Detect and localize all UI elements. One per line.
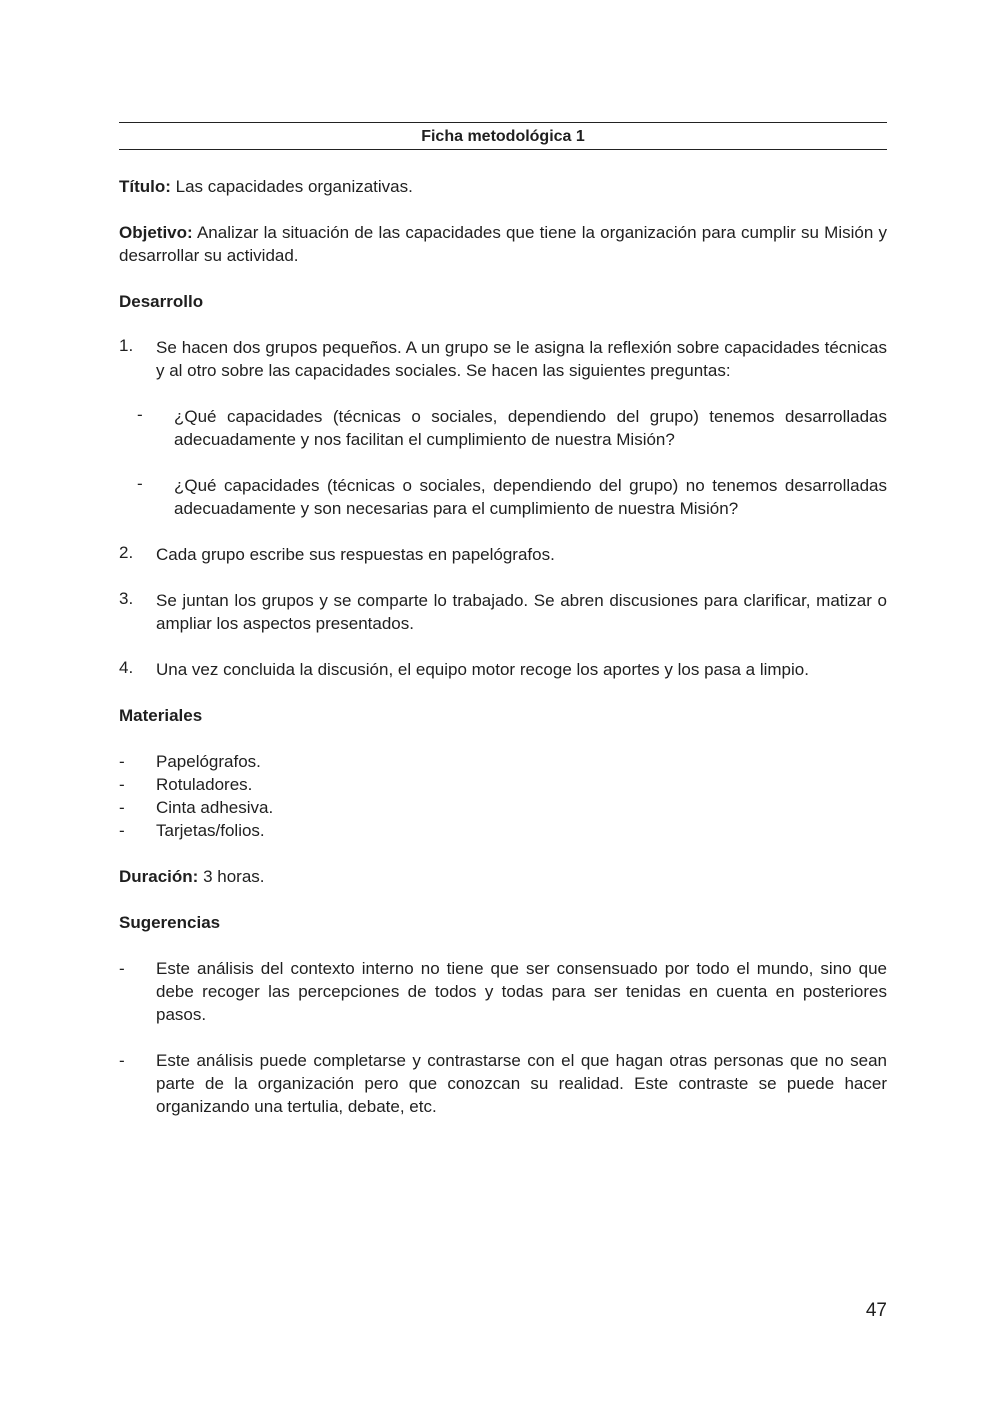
material-text: Tarjetas/folios.	[156, 821, 265, 840]
step-3	[119, 589, 887, 635]
page-content	[119, 175, 887, 1118]
material-item	[119, 750, 887, 773]
material-dash: -	[119, 775, 125, 794]
question-2	[119, 474, 887, 520]
suggestion-item	[119, 957, 887, 1026]
header-title: Ficha metodológica 1	[421, 128, 585, 145]
question-dash: -	[137, 474, 143, 493]
material-item	[119, 819, 887, 842]
step-text: Se hacen dos grupos pequeños. A un grupo se le asigna la reflexión sobre capacidades técnicas y al otro sobre las capacidades sociales. Se hacen las siguientes preguntas:	[156, 338, 887, 380]
step-number: 3.	[119, 589, 134, 608]
duracion-text: 3 horas.	[198, 867, 265, 886]
material-text: Cinta adhesiva.	[156, 798, 274, 817]
step-text: Cada grupo escribe sus respuestas en papelógrafos.	[156, 545, 555, 564]
step-2	[119, 543, 887, 566]
material-item	[119, 773, 887, 796]
step-number: 1.	[119, 336, 134, 355]
objetivo-text: Analizar la situación de las capacidades que tiene la organización para cumplir su Misión y desarrollar su actividad.	[119, 223, 887, 265]
material-dash: -	[119, 798, 125, 817]
question-1	[119, 405, 887, 451]
section-header	[119, 122, 887, 150]
question-text: ¿Qué capacidades (técnicas o sociales, dependiendo del grupo) no tenemos desarrolladas adecuadamente y son necesarias para el cumplimiento de nuestra Misión?	[174, 476, 887, 518]
objetivo-label: Objetivo:	[119, 223, 193, 242]
suggestion-dash: -	[119, 1051, 125, 1070]
material-text: Papelógrafos.	[156, 752, 261, 771]
material-dash: -	[119, 821, 125, 840]
titulo-text: Las capacidades organizativas.	[170, 177, 413, 196]
duracion-label: Duración:	[119, 867, 199, 886]
suggestion-dash: -	[119, 959, 125, 978]
page-number: 47	[865, 1300, 887, 1321]
materiales-heading: Materiales	[119, 706, 203, 725]
desarrollo-heading: Desarrollo	[119, 292, 204, 311]
titulo-line	[119, 175, 887, 198]
step-1	[119, 336, 887, 382]
duracion-line	[119, 865, 887, 888]
suggestion-item	[119, 1049, 887, 1118]
objetivo-paragraph	[119, 221, 887, 267]
step-text: Se juntan los grupos y se comparte lo trabajado. Se abren discusiones para clarificar, matizar o ampliar los aspectos presentados.	[156, 591, 887, 633]
suggestion-text: Este análisis del contexto interno no tiene que ser consensuado por todo el mundo, sino que debe recoger las percepciones de todos y todas para ser tenidas en cuenta en posteriores pasos.	[156, 959, 887, 1024]
material-text: Rotuladores.	[156, 775, 253, 794]
question-dash: -	[137, 405, 143, 424]
titulo-label: Título:	[119, 177, 171, 196]
question-text: ¿Qué capacidades (técnicas o sociales, dependiendo del grupo) tenemos desarrolladas adecuadamente y nos facilitan el cumplimiento de nuestra Misión?	[174, 407, 887, 449]
material-item	[119, 796, 887, 819]
step-number: 2.	[119, 543, 134, 562]
sugerencias-heading: Sugerencias	[119, 913, 221, 932]
material-dash: -	[119, 752, 125, 771]
suggestion-text: Este análisis puede completarse y contrastarse con el que hagan otras personas que no sean parte de la organización pero que conozcan su realidad. Este contraste se puede hacer organizando una tertulia, debate, etc.	[156, 1051, 887, 1116]
step-number: 4.	[119, 658, 134, 677]
step-4	[119, 658, 887, 681]
step-text: Una vez concluida la discusión, el equipo motor recoge los aportes y los pasa a limpio.	[156, 660, 809, 679]
